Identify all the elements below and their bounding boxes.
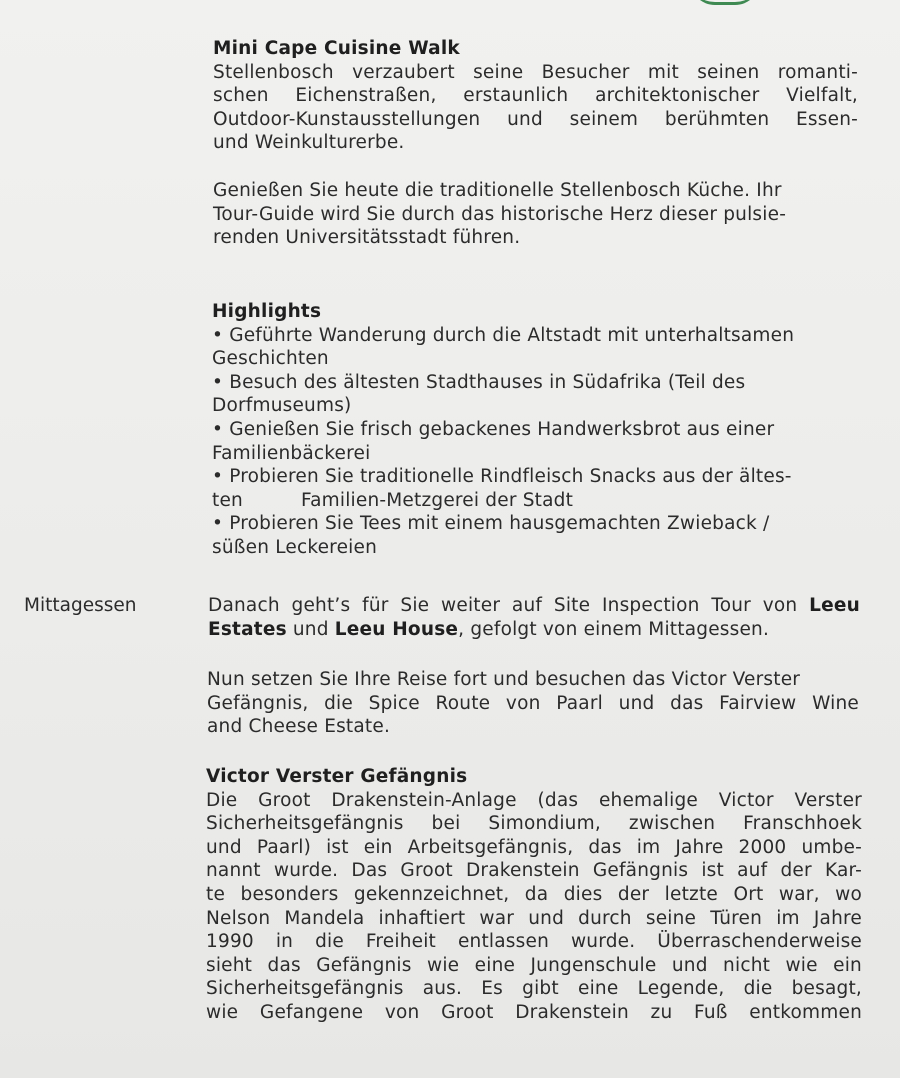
cuisine-walk-p2-line-3: renden Universitätsstadt führen.	[213, 227, 521, 249]
lunch-p2-line-2: Gefängnis, die Spice Route von Paarl und das Fairview Wine	[207, 692, 859, 714]
cuisine-walk-line-4: und Weinkulturerbe.	[213, 132, 405, 154]
victor-line-6: Nelson Mandela inhaftiert war und durch seine Türen im Jahre	[206, 907, 862, 929]
highlight-item-3-cont: Familienbäckerei	[212, 442, 371, 464]
highlight-item-5: • Probieren Sie Tees mit einem hausgemachten Zwieback /	[212, 513, 770, 535]
highlight-item-1-cont: Geschichten	[212, 348, 329, 370]
highlight-item-4-cont-b: Familien-Metzgerei der Stadt	[300, 489, 574, 511]
highlight-item-4-cont	[212, 489, 852, 513]
cuisine-walk-p2-line-1: Genießen Sie heute die traditionelle Stellenbosch Küche. Ihr	[213, 180, 782, 201]
highlight-item-4: • Probieren Sie traditionelle Rindfleisch Snacks aus der ältes-	[212, 466, 792, 488]
lunch-paragraph-1	[208, 594, 860, 641]
highlights-heading: Highlights	[212, 301, 322, 322]
green-logo-arc	[690, 0, 760, 5]
cuisine-walk-p2-line-2: Tour-Guide wird Sie durch das historische Herz dieser pulsie-	[213, 203, 787, 225]
cuisine-walk-line-2: schen Eichenstraßen, erstaunlich architektonischer Vielfalt,	[213, 85, 858, 107]
lunch-p1-line-2	[208, 618, 860, 642]
victor-line-1: Die Groot Drakenstein-Anlage (das ehemalige Victor Verster	[206, 789, 862, 811]
highlight-item-2-cont: Dorfmuseums)	[212, 395, 352, 417]
highlight-item-2: • Besuch des ältesten Stadthauses in Südafrika (Teil des	[212, 371, 746, 393]
victor-line-10: wie Gefangene von Groot Drakenstein zu Fuß entkommen	[206, 1001, 862, 1023]
cuisine-walk-heading: Mini Cape Cuisine Walk	[213, 38, 460, 59]
lunch-p1-bold-estates: Estates	[208, 618, 287, 640]
lunch-paragraph-2	[207, 668, 859, 739]
victor-line-8: sieht das Gefängnis wie eine Jungenschule und nicht wie ein	[206, 954, 862, 976]
lunch-p2-line-1: Nun setzen Sie Ihre Reise fort und besuchen das Victor Verster	[207, 669, 801, 690]
lunch-p1-line-1	[208, 594, 860, 618]
lunch-p1-bold-leeu: Leeu	[809, 595, 860, 616]
victor-line-2: Sicherheitsgefängnis bei Simondium, zwischen Franschhoek	[206, 813, 862, 835]
victor-verster-heading: Victor Verster Gefängnis	[206, 766, 468, 787]
lunch-p1-text-2: und	[286, 618, 335, 640]
highlights-section	[212, 300, 852, 560]
cuisine-walk-paragraph-2	[213, 179, 858, 250]
highlight-item-1: • Geführte Wanderung durch die Altstadt mit unterhaltsamen	[212, 324, 795, 346]
highlight-item-5-cont: süßen Leckereien	[212, 536, 378, 558]
highlight-item-3: • Genießen Sie frisch gebackenes Handwerksbrot aus einer	[212, 418, 775, 440]
victor-line-3: und Paarl) ist ein Arbeitsgefängnis, das im Jahre 2000 umbe-	[206, 836, 862, 858]
victor-line-7: 1990 in die Freiheit entlassen wurde. Überraschenderweise	[206, 931, 862, 953]
highlight-item-4-cont-a: ten	[212, 489, 243, 511]
cuisine-walk-section	[213, 37, 858, 155]
lunch-p1-bold-leeu-house: Leeu House	[334, 618, 459, 640]
cuisine-walk-line-1: Stellenbosch verzaubert seine Besucher mit seinen romanti-	[213, 61, 858, 83]
victor-line-9: Sicherheitsgefängnis aus. Es gibt eine Legende, die besagt,	[206, 978, 862, 1000]
victor-verster-section	[206, 765, 862, 1025]
victor-line-5: te besonders gekennzeichnet, da dies der letzte Ort war, wo	[206, 883, 862, 905]
sidebar-label-mittagessen: Mittagessen	[24, 595, 137, 616]
lunch-p2-line-3: and Cheese Estate.	[207, 716, 391, 738]
lunch-p1-text-1: Danach geht’s für Sie weiter auf Site Inspection Tour von	[208, 595, 810, 616]
victor-line-4: nannt wurde. Das Groot Drakenstein Gefängnis ist auf der Kar-	[206, 860, 862, 882]
lunch-p1-text-3: , gefolgt von einem Mittagessen.	[458, 618, 770, 640]
cuisine-walk-line-3: Outdoor-Kunstausstellungen und seinem berühmten Essen-	[213, 108, 858, 130]
